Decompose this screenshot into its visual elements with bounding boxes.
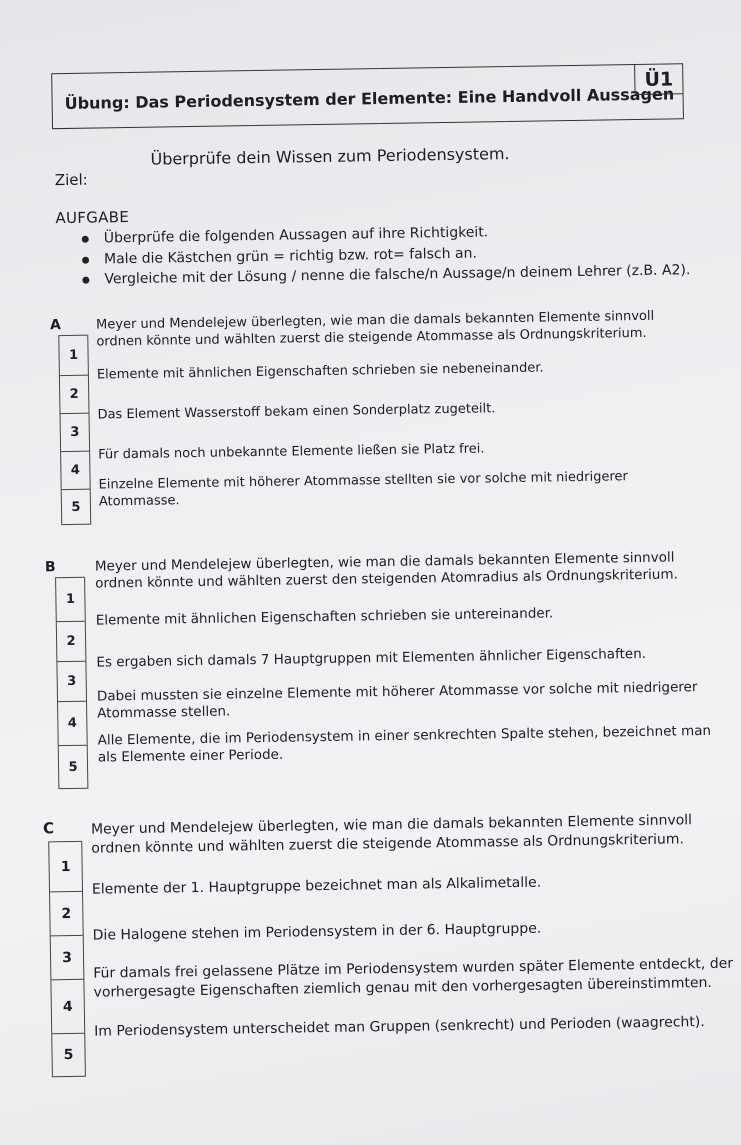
bullet-dot-icon — [82, 277, 89, 284]
statement-checkbox[interactable]: 1 — [49, 841, 82, 891]
header-box — [51, 63, 684, 129]
statement-checkbox[interactable]: 3 — [51, 935, 84, 979]
statement-checkbox[interactable]: 2 — [57, 621, 86, 661]
statement-checkbox[interactable]: 5 — [52, 1033, 85, 1077]
statement-text: Alle Elemente, die im Periodensystem in einer senkrechten Spalte stehen, bezeichnet man als Elemente einer Periode. — [97, 722, 712, 766]
statement-checkbox[interactable]: 5 — [62, 489, 91, 525]
statement-checkbox[interactable]: 3 — [60, 413, 89, 451]
statement-text: Im Periodensystem unterscheidet man Gruppen (senkrecht) und Perioden (waagrecht). — [94, 1014, 705, 1040]
statement-text: Einzelne Elemente mit höherer Atommasse stellten sie vor solche mit niedrigerer Atommasse. — [98, 469, 628, 510]
statement-checkbox[interactable]: 4 — [61, 451, 90, 489]
statement-checkbox[interactable]: 4 — [51, 979, 84, 1033]
section-label: A — [49, 317, 62, 334]
section-c — [43, 808, 741, 1079]
task-bullet: Male die Kästchen grün = richtig bzw. rot= falsch an. — [82, 240, 690, 270]
statement-checkbox[interactable]: 1 — [59, 335, 88, 375]
section-a — [50, 307, 713, 527]
statement-text: Meyer und Mendelejew überlegten, wie man die damals bekannten Elemente sinnvoll ordnen könnte und wählten zuerst die steigende Atommasse als Ordnungskriterium. — [95, 308, 655, 350]
section-label: C — [42, 819, 55, 838]
checkbox-column — [48, 841, 86, 1078]
statement-text: Für damals frei gelassene Plätze im Periodensystem wurden später Elemente entdeckt, der vorhergesagte Eigenschaften ziemlich genau mit den vorhergesagten übereinstimmten. — [93, 955, 734, 1001]
statement-text: Meyer und Mendelejew überlegten, wie man die damals bekannten Elemente sinnvoll ordnen könnte und wählten zuerst den steigenden Atomradius als Ordnungskriterium. — [94, 549, 678, 592]
section-label: B — [44, 559, 56, 576]
checkbox-column — [55, 577, 88, 789]
statement-checkbox[interactable]: 2 — [50, 891, 83, 935]
statement-checkbox[interactable]: 5 — [59, 745, 88, 789]
task-label: AUFGABE — [55, 208, 130, 228]
statement-checkbox[interactable]: 1 — [56, 577, 85, 621]
statement-text: Elemente der 1. Hauptgruppe bezeichnet man als Alkalimetalle. — [91, 874, 542, 898]
bullet-dot-icon — [82, 256, 89, 263]
task-bullet: Überprüfe die folgenden Aussagen auf ihre Richtigkeit. — [82, 219, 690, 249]
goal-text: Überprüfe dein Wissen zum Periodensystem. — [150, 144, 510, 169]
statement-text: Dabei mussten sie einzelne Elemente mit höherer Atommasse vor solche mit niedrigerer Atommasse stellen. — [96, 679, 698, 722]
task-bullet: Vergleiche mit der Lösung / nenne die falsche/n Aussage/n deinem Lehrer (z.B. A2). — [82, 260, 690, 290]
goal-label: Ziel: — [54, 170, 88, 190]
statement-text: Elemente mit ähnlichen Eigenschaften schrieben sie nebeneinander. — [96, 360, 544, 383]
statement-checkbox[interactable]: 4 — [58, 701, 87, 745]
worksheet-code: Ü1 — [634, 64, 682, 95]
statement-text: Es ergaben sich damals 7 Hauptgruppen mit Elementen ähnlicher Eigenschaften. — [96, 645, 647, 671]
statement-text: Für damals noch unbekannte Elemente ließen sie Platz frei. — [98, 441, 485, 463]
section-b — [45, 549, 729, 790]
statement-text: Das Element Wasserstoff bekam einen Sonderplatz zugeteilt. — [97, 401, 496, 423]
checkbox-column — [58, 335, 91, 525]
statement-checkbox[interactable]: 3 — [57, 661, 86, 701]
task-bullet-list — [82, 219, 691, 290]
statement-text: Die Halogene stehen im Periodensystem in der 6. Hauptgruppe. — [92, 920, 542, 944]
bullet-dot-icon — [82, 236, 89, 243]
statement-text: Elemente mit ähnlichen Eigenschaften schrieben sie untereinander. — [95, 605, 554, 629]
statement-text: Meyer und Mendelejew überlegten, wie man die damals bekannten Elemente sinnvoll ordnen könnte und wählten zuerst die steigende Atommasse als Ordnungskriterium. — [90, 812, 693, 857]
statement-checkbox[interactable]: 2 — [60, 375, 89, 413]
worksheet-title: Übung: Das Periodensystem der Elemente: Eine Handvoll Aussagen — [64, 84, 675, 113]
